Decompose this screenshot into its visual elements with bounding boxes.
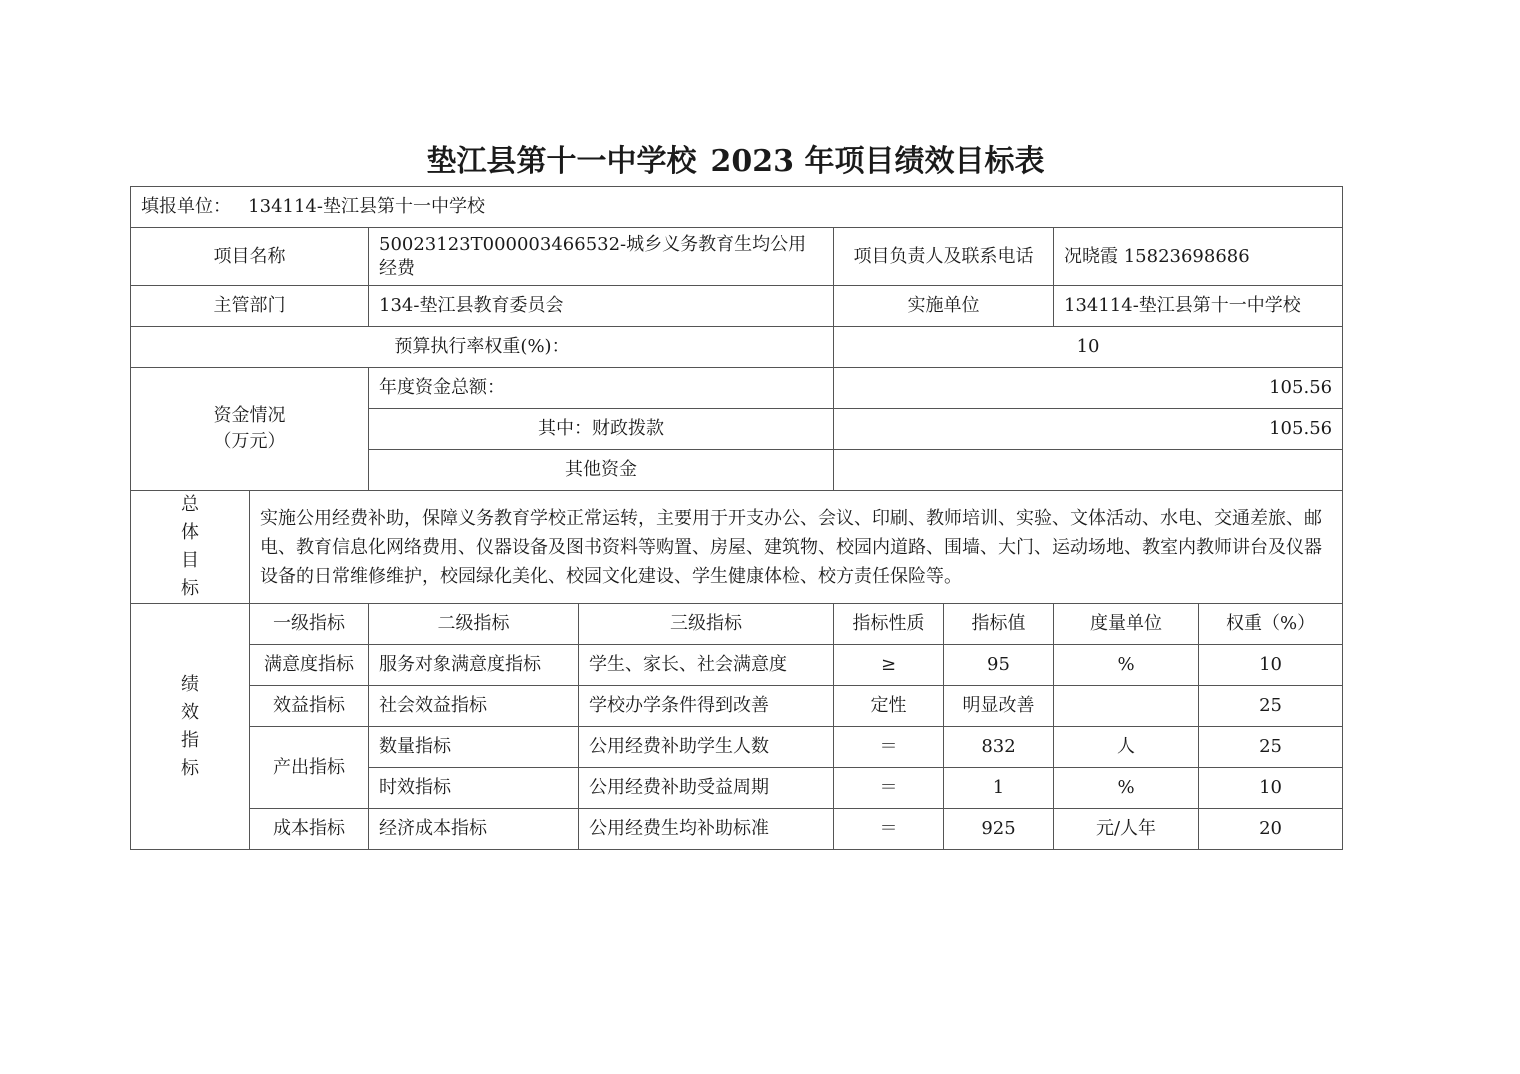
overall-goal-row xyxy=(131,491,1343,604)
header-unit: 度量单位 xyxy=(1054,604,1199,645)
cell-nature: ≥ xyxy=(834,645,944,686)
overall-goal-char: 体 xyxy=(181,522,199,543)
cell-value: 95 xyxy=(944,645,1054,686)
cell-unit: 元/人年 xyxy=(1054,809,1199,850)
overall-goal-char: 标 xyxy=(181,578,199,599)
header-weight: 权重（%） xyxy=(1199,604,1343,645)
fill-unit-cell xyxy=(131,187,1343,228)
cell-unit: % xyxy=(1054,768,1199,809)
header-nature: 指标性质 xyxy=(834,604,944,645)
cell-nature: ＝ xyxy=(834,809,944,850)
cell-level1: 产出指标 xyxy=(250,727,369,809)
project-leader-value: 况晓霞 15823698686 xyxy=(1054,228,1343,286)
cell-level3: 公用经费生均补助标准 xyxy=(579,809,834,850)
table-row xyxy=(131,727,1343,768)
table-row xyxy=(131,645,1343,686)
overall-goal-char: 总 xyxy=(181,494,199,515)
performance-char: 指 xyxy=(181,729,199,751)
performance-char: 绩 xyxy=(181,673,199,695)
performance-goal-table xyxy=(130,186,1343,850)
table-row xyxy=(131,809,1343,850)
cell-weight: 10 xyxy=(1199,645,1343,686)
cell-value: 832 xyxy=(944,727,1054,768)
cell-weight: 25 xyxy=(1199,727,1343,768)
project-leader-label: 项目负责人及联系电话 xyxy=(834,228,1054,286)
performance-char: 标 xyxy=(181,757,199,779)
cell-weight: 25 xyxy=(1199,686,1343,727)
table-row xyxy=(131,686,1343,727)
cell-weight: 20 xyxy=(1199,809,1343,850)
funds-fiscal-value: 105.56 xyxy=(834,409,1343,450)
cell-nature: ＝ xyxy=(834,768,944,809)
overall-goal-label xyxy=(131,491,250,604)
header-level2: 二级指标 xyxy=(369,604,579,645)
overall-goal-char: 目 xyxy=(181,550,199,571)
funds-label xyxy=(131,368,369,491)
cell-value: 925 xyxy=(944,809,1054,850)
cell-level2: 经济成本指标 xyxy=(369,809,579,850)
funds-label-line2: （万元） xyxy=(213,431,286,452)
cell-nature: ＝ xyxy=(834,727,944,768)
cell-level2: 服务对象满意度指标 xyxy=(369,645,579,686)
cell-nature: 定性 xyxy=(834,686,944,727)
budget-weight-row xyxy=(131,327,1343,368)
cell-level1: 满意度指标 xyxy=(250,645,369,686)
performance-label xyxy=(131,604,250,850)
cell-level1: 效益指标 xyxy=(250,686,369,727)
cell-unit: % xyxy=(1054,645,1199,686)
fill-unit-label: 填报单位： xyxy=(141,196,231,217)
indicator-header-row xyxy=(131,604,1343,645)
fill-unit-value: 134114-垫江县第十一中学校 xyxy=(248,196,485,217)
impl-unit-label: 实施单位 xyxy=(834,286,1054,327)
header-level3: 三级指标 xyxy=(579,604,834,645)
budget-weight-value: 10 xyxy=(834,327,1343,368)
title-school: 垫江县第十一中学校 xyxy=(426,144,697,179)
cell-unit: 人 xyxy=(1054,727,1199,768)
project-name-value: 50023123T000003466532-城乡义务教育生均公用经费 xyxy=(369,228,834,286)
dept-label: 主管部门 xyxy=(131,286,369,327)
cell-level2: 社会效益指标 xyxy=(369,686,579,727)
funds-total-value: 105.56 xyxy=(834,368,1343,409)
project-name-row xyxy=(131,228,1343,286)
overall-goal-text: 实施公用经费补助，保障义务教育学校正常运转，主要用于开支办公、会议、印刷、教师培训、实验、文体活动、水电、交通差旅、邮电、教育信息化网络费用、仪器设备及图书资料等购置、房屋、建筑物、校园内道路、围墙、大门、运动场地、教室内教师讲台及仪器设备的日常维修维护，校园绿化美化、校园文化建设、学生健康体检、校方责任保险等。 xyxy=(250,491,1343,604)
cell-level1: 成本指标 xyxy=(250,809,369,850)
cell-level3: 学校办学条件得到改善 xyxy=(579,686,834,727)
dept-value: 134-垫江县教育委员会 xyxy=(369,286,834,327)
performance-char: 效 xyxy=(181,701,199,723)
cell-weight: 10 xyxy=(1199,768,1343,809)
cell-level2: 数量指标 xyxy=(369,727,579,768)
cell-level3: 公用经费补助受益周期 xyxy=(579,768,834,809)
impl-unit-value: 134114-垫江县第十一中学校 xyxy=(1054,286,1343,327)
funds-other-label: 其他资金 xyxy=(369,450,834,491)
cell-value: 1 xyxy=(944,768,1054,809)
project-name-label: 项目名称 xyxy=(131,228,369,286)
title-year: 2023 年项目绩效目标表 xyxy=(710,144,1045,179)
cell-value: 明显改善 xyxy=(944,686,1054,727)
dept-row xyxy=(131,286,1343,327)
funds-total-row xyxy=(131,368,1343,409)
funds-fiscal-label: 其中：财政拨款 xyxy=(369,409,834,450)
header-level1: 一级指标 xyxy=(250,604,369,645)
funds-other-value xyxy=(834,450,1343,491)
cell-level2: 时效指标 xyxy=(369,768,579,809)
budget-weight-label: 预算执行率权重(%)： xyxy=(131,327,834,368)
cell-level3: 学生、家长、社会满意度 xyxy=(579,645,834,686)
funds-total-label: 年度资金总额： xyxy=(369,368,834,409)
page-title xyxy=(0,136,1471,180)
cell-level3: 公用经费补助学生人数 xyxy=(579,727,834,768)
cell-unit xyxy=(1054,686,1199,727)
header-value: 指标值 xyxy=(944,604,1054,645)
funds-label-line1: 资金情况 xyxy=(213,405,286,426)
fill-unit-row xyxy=(131,187,1343,228)
